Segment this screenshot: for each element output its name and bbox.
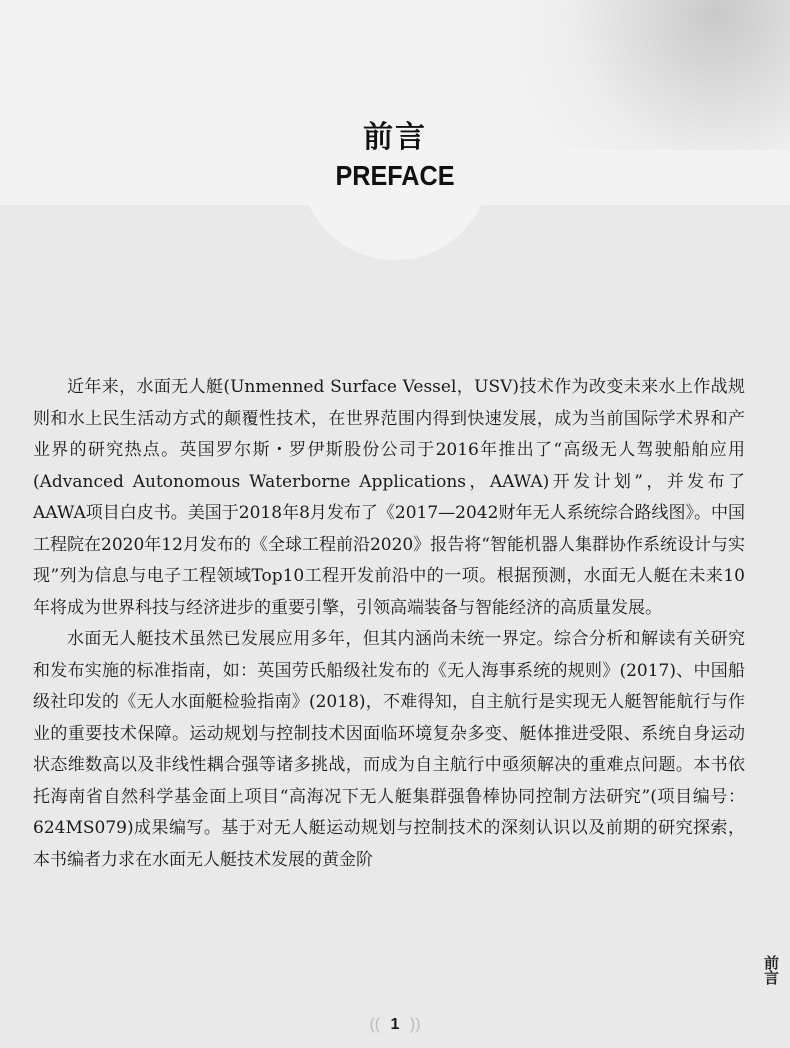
right-bracket-ornament: )) [409,1016,421,1033]
page-number-value: 1 [390,1016,400,1033]
page-number [0,1016,790,1034]
page-title-english: PREFACE [335,160,455,191]
paragraph-2: 水面无人艇技术虽然已发展应用多年，但其内涵尚未统一界定。综合分析和解读有关研究和发布实施的标准指南，如：英国劳氏船级社发布的《无人海事系统的规则》(2017)、中国船级社印发的《无人水面艇检验指南》(2018)，不难得知，自主航行是实现无人艇智能航行与作业的重要技术保障。运动规划与控制技术因面临环境复杂多变、艇体推进受限、系统自身运动状态维数高以及非线性耦合强等诸多挑战，而成为自主航行中亟须解决的重难点问题。本书依托海南省自然科学基金面上项目“高海况下无人艇集群强鲁棒协同控制方法研究”(项目编号：624MS079)成果编写。基于对无人艇运动规划与控制技术的深刻认识以及前期的研究探索，本书编者力求在水面无人艇技术发展的黄金阶 [33,629,745,870]
paragraph-1: 近年来，水面无人艇(Unmenned Surface Vessel，USV)技术作为改变未来水上作战规则和水上民生活动方式的颠覆性技术，在世界范围内得到快速发展，成为当前国际学术界和产业界的研究热点。英国罗尔斯・罗伊斯股份公司于2016年推出了“高级无人驾驶船舶应用(Advanced Autonomous Waterborne Applications，AAWA)开发计划”，并发布了AAWA项目白皮书。美国于2018年8月发布了《2017—2042财年无人系统综合路线图》。中国工程院在2020年12月发布的《全球工程前沿2020》报告将“智能机器人集群协作系统设计与实现”列为信息与电子工程领域Top10工程开发前沿中的一项。根据预测，水面无人艇在未来10年将成为世界科技与经济进步的重要引擎，引领高端装备与智能经济的高质量发展。 [33,377,745,618]
page-title-chinese: 前言 [363,120,427,155]
body-text [33,372,745,876]
left-bracket-ornament: (( [369,1016,381,1033]
side-section-tab: 前言 [762,955,780,985]
